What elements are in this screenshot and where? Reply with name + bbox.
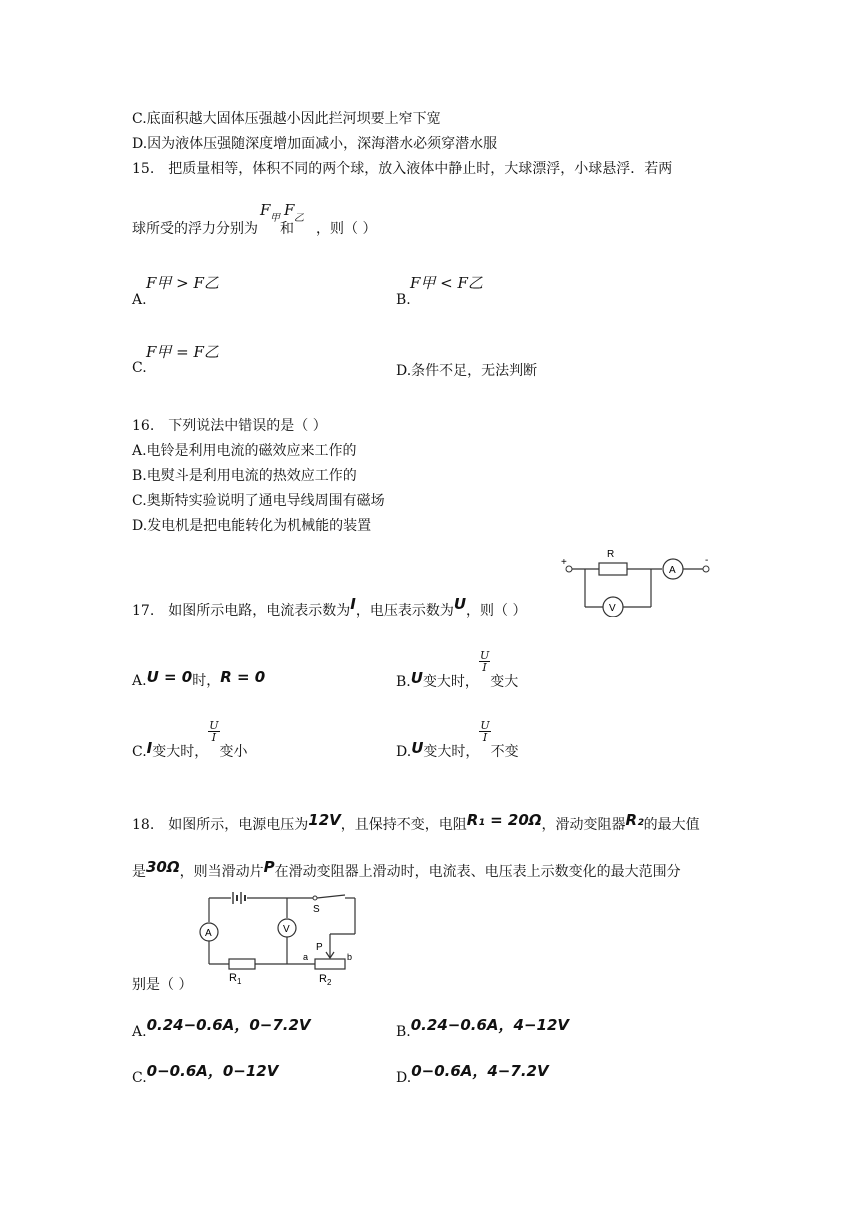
q17-stem (132, 595, 527, 620)
switch-s (313, 896, 317, 900)
q15-stem-post: ，则（ ） (316, 221, 377, 237)
q18-option-d (396, 1060, 549, 1086)
q18-c-expr: 0−0.6A，0−12V (146, 1062, 279, 1080)
q15-stem-line1: 15. 把质量相等，体积不同的两个球，放入液体中静止时，大球漂浮，小球悬浮．若两 (132, 161, 673, 177)
q16-stem: 16. 下列说法中错误的是（ ） (132, 418, 327, 434)
q17-c-fraction (208, 720, 219, 743)
q18-r2: R₂ (625, 811, 644, 829)
r1-label: $R_1$ (229, 972, 242, 986)
q17-a-expr2: R = 0 (220, 668, 266, 686)
q17-b-var: U (410, 668, 423, 687)
voltmeter-label: V (283, 924, 290, 935)
f-yi-sub: 乙 (294, 213, 304, 224)
q17-d-fraction (479, 720, 490, 743)
frac-numerator: U (209, 719, 219, 732)
r2-label: $R_2$ (319, 973, 332, 987)
voltmeter-label: V (609, 603, 616, 614)
resistor-r-label: R (607, 549, 615, 560)
q17-a-text1: 时， (192, 673, 221, 689)
plus-terminal-label: + (561, 557, 567, 568)
q16-option-b: B.电熨斗是利用电流的热效应工作的 (132, 468, 357, 484)
q16-option-a: A.电铃是利用电流的磁效应来工作的 (132, 443, 357, 459)
q18-b-expr: 0.24−0.6A，4−12V (410, 1016, 569, 1034)
q14-option-c: C.底面积越大固体压强越小因此拦河坝要上窄下宽 (132, 111, 441, 127)
q17-u-symbol: U (453, 595, 467, 613)
q18-circuit-figure (195, 888, 365, 988)
q18-a-expr: 0.24−0.6A，0−7.2V (146, 1016, 311, 1034)
q14-option-d: D.因为液体压强随深度增加面减小，深海潜水必须穿潜水服 (132, 136, 498, 152)
q18-d-label: D. (396, 1070, 412, 1086)
q15-option-b-label: B. (396, 292, 411, 308)
q15-option-c-expr: F甲 = F乙 (146, 343, 219, 361)
r2-end-b: b (347, 952, 353, 962)
plus-terminal (566, 566, 572, 572)
q17-d-label: D. (396, 743, 412, 760)
q18-voltage: 12V (308, 811, 341, 829)
q18-line2-mid: ，则当滑动片 (179, 864, 264, 880)
q18-option-b (396, 1014, 569, 1040)
minus-terminal (703, 566, 709, 572)
q18-line2-post: 在滑动变阻器上滑动时，电流表、电压表上示数变化的最大范围分 (274, 864, 681, 880)
r2-end-a: a (303, 952, 309, 962)
q16-option-d: D.发电机是把电能转化为机械能的装置 (132, 518, 372, 534)
battery-icon (233, 892, 245, 904)
frac-denominator: I (482, 661, 487, 674)
q17-option-b (396, 649, 519, 690)
q17-b-fraction (479, 650, 490, 673)
q17-b-text2: 变大 (490, 673, 519, 690)
q18-line2-pre: 是 (132, 864, 146, 880)
q15-stem-line2 (132, 201, 377, 238)
q15-option-c-label: C. (132, 360, 147, 376)
switch-label: S (313, 904, 320, 915)
q18-option-c (132, 1060, 279, 1086)
frac-denominator: I (482, 731, 488, 744)
q15-option-d: D.条件不足，无法判断 (396, 363, 538, 379)
ammeter-label: A (205, 928, 212, 939)
q17-c-label: C. (132, 743, 147, 760)
q18-line1-mid2: ，滑动变阻器 (541, 817, 626, 833)
q17-d-text2: 不变 (490, 743, 519, 760)
q17-option-d (396, 719, 519, 760)
q18-line1-mid: ，且保持不变，电阻 (340, 817, 467, 833)
q15-and: 和 (280, 221, 294, 237)
q17-circuit-figure (555, 545, 725, 617)
ammeter-label: A (669, 565, 676, 576)
q17-c-var: I (146, 738, 153, 757)
q17-option-a (132, 670, 265, 690)
q17-c-text2: 变小 (219, 743, 248, 760)
f-yi-symbol: F (284, 201, 295, 219)
q18-line1-post: 的最大值 (643, 817, 700, 833)
q17-stem-post: ，则（ ） (466, 603, 527, 619)
resistor-r (599, 563, 627, 575)
q18-line1-pre: 18. 如图所示，电源电压为 (132, 817, 309, 833)
q17-stem-mid: ，电压表示数为 (355, 603, 454, 619)
f-jia-symbol: F (260, 201, 271, 219)
q15-stem-pre: 球所受的浮力分别为 (132, 221, 258, 237)
resistor-r1 (229, 959, 255, 969)
q18-d-expr: 0−0.6A，4−7.2V (411, 1062, 549, 1080)
minus-terminal-label: - (705, 555, 709, 566)
rheostat-r2 (315, 959, 345, 969)
q16-option-c: C.奥斯特实验说明了通电导线周围有磁场 (132, 493, 385, 509)
q18-c-label: C. (132, 1070, 147, 1086)
q18-stem-line3: 别是（ ） (132, 977, 193, 993)
slider-label: P (316, 942, 323, 953)
frac-numerator: U (480, 719, 490, 732)
q15-option-a-expr: F甲 > F乙 (146, 274, 219, 292)
q17-option-c (132, 719, 248, 760)
q17-stem-pre: 17. 如图所示电路，电流表示数为 (132, 603, 351, 619)
q17-b-label: B. (396, 673, 411, 690)
q18-p-symbol: P (263, 858, 275, 876)
q15-option-b-expr: F甲 < F乙 (410, 274, 483, 292)
frac-numerator: U (479, 649, 490, 662)
q17-b-text1: 变大时， (422, 673, 479, 690)
q18-a-label: A. (132, 1024, 147, 1040)
frac-denominator: I (211, 731, 217, 744)
q17-i-symbol: I (350, 595, 356, 613)
q15-option-a-label: A. (132, 292, 147, 308)
q17-a-expr1: U = 0 (146, 668, 193, 686)
q17-d-var: U (411, 738, 424, 757)
q17-c-text1: 变大时， (152, 743, 209, 760)
q18-stem-line2 (132, 858, 681, 881)
f-jia-sub: 甲 (270, 213, 280, 224)
q18-r1-eq: R₁ = 20Ω (466, 811, 542, 829)
q18-stem-line1 (132, 811, 700, 834)
q18-b-label: B. (396, 1024, 411, 1040)
q17-a-label: A. (132, 673, 147, 689)
q17-d-text1: 变大时， (423, 743, 480, 760)
q18-option-a (132, 1014, 311, 1040)
q18-ohm30: 30Ω (146, 858, 180, 876)
